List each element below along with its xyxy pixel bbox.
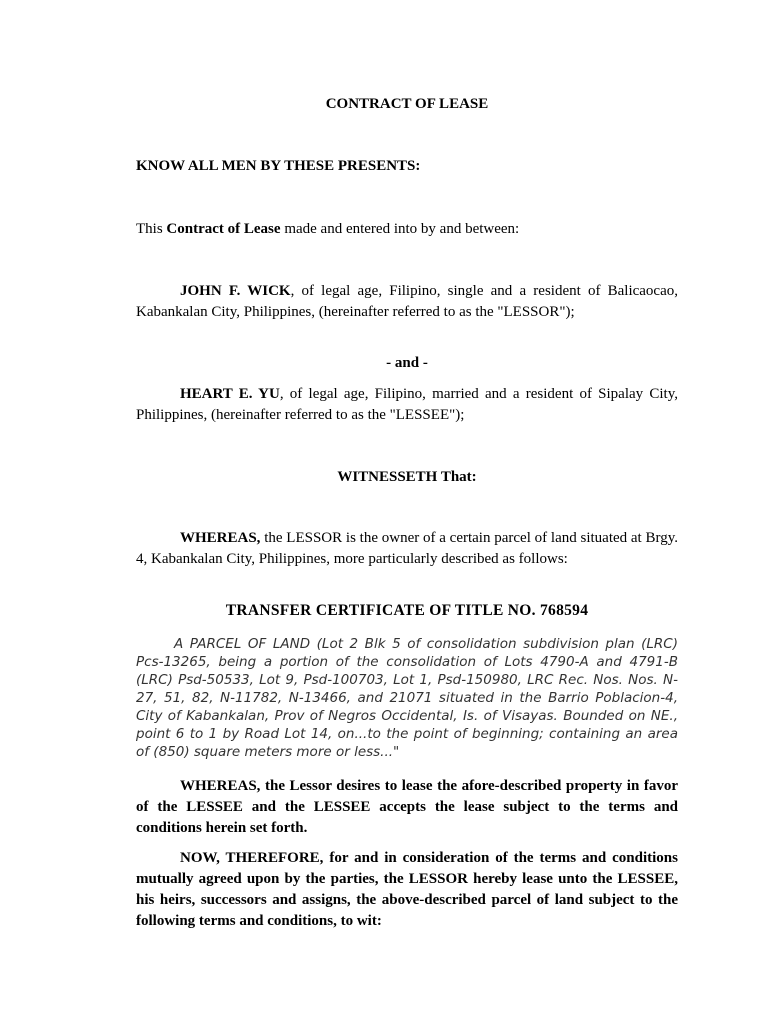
whereas-label-2: WHEREAS, — [180, 778, 261, 794]
witnesseth-heading: WITNESSETH That: — [337, 469, 477, 485]
document-title: CONTRACT OF LEASE — [325, 96, 489, 112]
lessee-name: HEART E. YU — [180, 386, 280, 402]
now-therefore-label: NOW, THEREFORE, — [180, 850, 324, 866]
lessor-name: JOHN F. WICK — [180, 283, 291, 299]
whereas-text-2: the Lessor desires to lease the afore-described property in favor of the LESSEE and the LESSEE accepts the lease subject to the terms and conditions herein set forth. — [136, 778, 678, 836]
tct-heading: TRANSFER CERTIFICATE OF TITLE NO. 768594 — [225, 602, 589, 619]
whereas-text-1: the LESSOR is the owner of a certain parcel of land situated at Brgy. 4, Kabankalan City, Philippines, more particularly described as follows: — [136, 530, 678, 567]
lessor-paragraph — [136, 281, 678, 323]
lessor-text: , of legal age, Filipino, single and a resident of Balicaocao, Kabankalan City, Philippines, (hereinafter referred to as the "LESSOR"); — [136, 283, 678, 320]
intro-paragraph — [136, 219, 678, 240]
whereas-label-1: WHEREAS, — [180, 530, 261, 546]
parcel-description: A PARCEL OF LAND (Lot 2 Blk 5 of consolidation subdivision plan (LRC) Pcs-13265, being a portion of the consolidation of Lots 4790-A and 4791-B (LRC) Psd-50533, Lot 9, Psd-100703, Lot 1, Psd-150980, LRC Rec. Nos. Nos. N-27, 51, 82, N-11782, N-13466, and 21071 situated in the Barrio Poblacion-4, City of Kabankalan, Prov of Negros Occidental, Is. of Visayas. Bounded on NE., point 6 to 1 by Road Lot 14, on...to the point of beginning; containing an area of (850) square meters more or less..." — [136, 636, 678, 760]
intro-suffix: made and entered into by and between: — [280, 221, 520, 237]
lessee-text: , of legal age, Filipino, married and a resident of Sipalay City, Philippines, (hereinafter referred to as the "LESSEE"); — [136, 386, 678, 423]
now-therefore-text: for and in consideration of the terms and conditions mutually agreed upon by the parties, the LESSOR hereby lease unto the LESSEE, his heirs, successors and assigns, the above-described parcel of land subject to the following terms and conditions, to wit: — [136, 850, 678, 929]
contract-of-lease-term: Contract of Lease — [166, 221, 281, 237]
whereas-paragraph-2 — [136, 776, 678, 839]
lessee-paragraph — [136, 384, 678, 426]
know-all-men-heading: KNOW ALL MEN BY THESE PRESENTS: — [136, 158, 421, 174]
whereas-paragraph-1 — [136, 528, 678, 570]
and-separator: - and - — [386, 355, 428, 371]
now-therefore-paragraph — [136, 848, 678, 932]
intro-prefix: This — [136, 221, 167, 237]
